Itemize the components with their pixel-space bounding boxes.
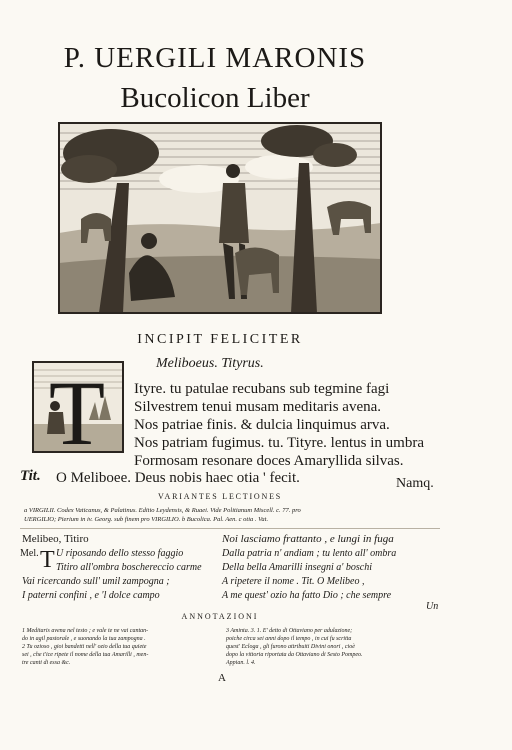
translation-heading-right: Noi lasciamo frattanto , e lungi in fuga <box>222 533 394 545</box>
annotation-right-line-5: Appian. l. 4. <box>226 660 256 666</box>
speakers-line: Meliboeus. Tityrus. <box>156 356 264 371</box>
variantes-heading: VARIANTES LECTIONES <box>157 492 283 501</box>
annotation-right-line-1: 3 Aminta. 3. 1. E' detto di Ottaviano per adulazione; <box>226 628 353 634</box>
annotation-left-line-1: 1 Meditaris avena nel testo ; e vale te ne vai cantan- <box>22 628 149 634</box>
verse-line-2: Silvestrem tenui musam meditaris avena. <box>134 399 382 415</box>
annotation-right-line-4: dopo la vittoria riportata da Ottaviano di Sesto Pompeo. <box>226 652 363 658</box>
translation-right-line-3: A ripetere il nome . Tit. O Melibeo , <box>222 576 365 587</box>
translation-left-line-2: Titiro all'ombra boschereccio carme <box>56 562 202 573</box>
translation-right-line-4: A me quest' ozio ha fatto Dio ; che sempre <box>222 590 392 601</box>
annotation-right-line-3: quest' Ecloga , gli furono attribuiti Divini onori , cioè <box>226 644 355 650</box>
decorated-initial-t <box>32 361 124 453</box>
translation-initial: T <box>40 547 55 573</box>
translation-left-line-4: I paterni confini , e 'l dolce campo <box>22 590 160 601</box>
translation-heading-left: Melibeo, Titiro <box>22 533 89 545</box>
annotation-left-line-3: 2 Tu ozioso , gioi bandetti nell' ozio della tua quiete <box>22 644 147 650</box>
divider <box>20 528 440 529</box>
translation-catchword: Un <box>426 601 439 612</box>
title-line-1: P. UERGILI MARONIS <box>63 42 367 74</box>
catchword: Namq. <box>396 476 434 491</box>
annotation-left-line-4: sei , che t'ice ripete il nome della tua Amarilli , men- <box>22 652 149 658</box>
final-line-text: O Meliboee. Deus nobis haec otia ' fecit. <box>56 470 300 486</box>
annotation-left-line-2: do in agil pastorale , e suonando la tua zampogna . <box>22 636 146 642</box>
verse-line-3: Nos patriae finis. & dulcia linquimus arva. <box>134 417 390 433</box>
annotation-right-line-2: poiche circa sei anni dopo il tempo , in cui fu scritta <box>226 636 352 642</box>
translation-left-line-1: U riposando dello stesso faggio <box>56 548 184 559</box>
verse-line-4: Nos patriam fugimus. tu. Tityre. lentus in umbra <box>134 435 424 451</box>
signature-mark: A <box>218 672 226 684</box>
title-line-2: Bucolicon Liber <box>120 82 310 114</box>
verse-line-1: Ityre. tu patulae recubans sub tegmine fagi <box>134 381 390 397</box>
translation-right-line-1: Dalla patria n' andiam ; tu lento all' ombra <box>222 548 397 559</box>
annotation-left-line-5: tre canti di essa &c. <box>22 660 71 666</box>
pastoral-engraving-illustration <box>58 122 382 314</box>
incipit-heading: INCIPIT FELICITER <box>137 332 303 347</box>
svg-text:T: T <box>48 362 106 452</box>
final-line-speaker: Tit. <box>20 468 41 484</box>
verse-line-5: Formosam resonare doces Amaryllida silvas. <box>134 453 404 469</box>
translation-right-line-2: Della bella Amarilli insegni a' boschi <box>222 562 372 573</box>
translation-left-line-3: Vai ricercando sull' umil zampogna ; <box>22 576 170 587</box>
translation-speaker-label: Mel. <box>20 548 39 559</box>
variantes-line-1: a VIRGILII. Codex Vaticanus, & Palatinus. Editio Leydensis, & Ruaei. Vide Politianum Miscell. c. 77. pro <box>24 507 301 514</box>
annotazioni-heading: ANNOTAZIONI <box>181 612 259 621</box>
variantes-line-2: UERGILIO; Pierium in iv. Georg. sub finem pro VIRGILIO. b Bucolica. Pal. Aen. c otia . Vat. <box>24 516 269 523</box>
